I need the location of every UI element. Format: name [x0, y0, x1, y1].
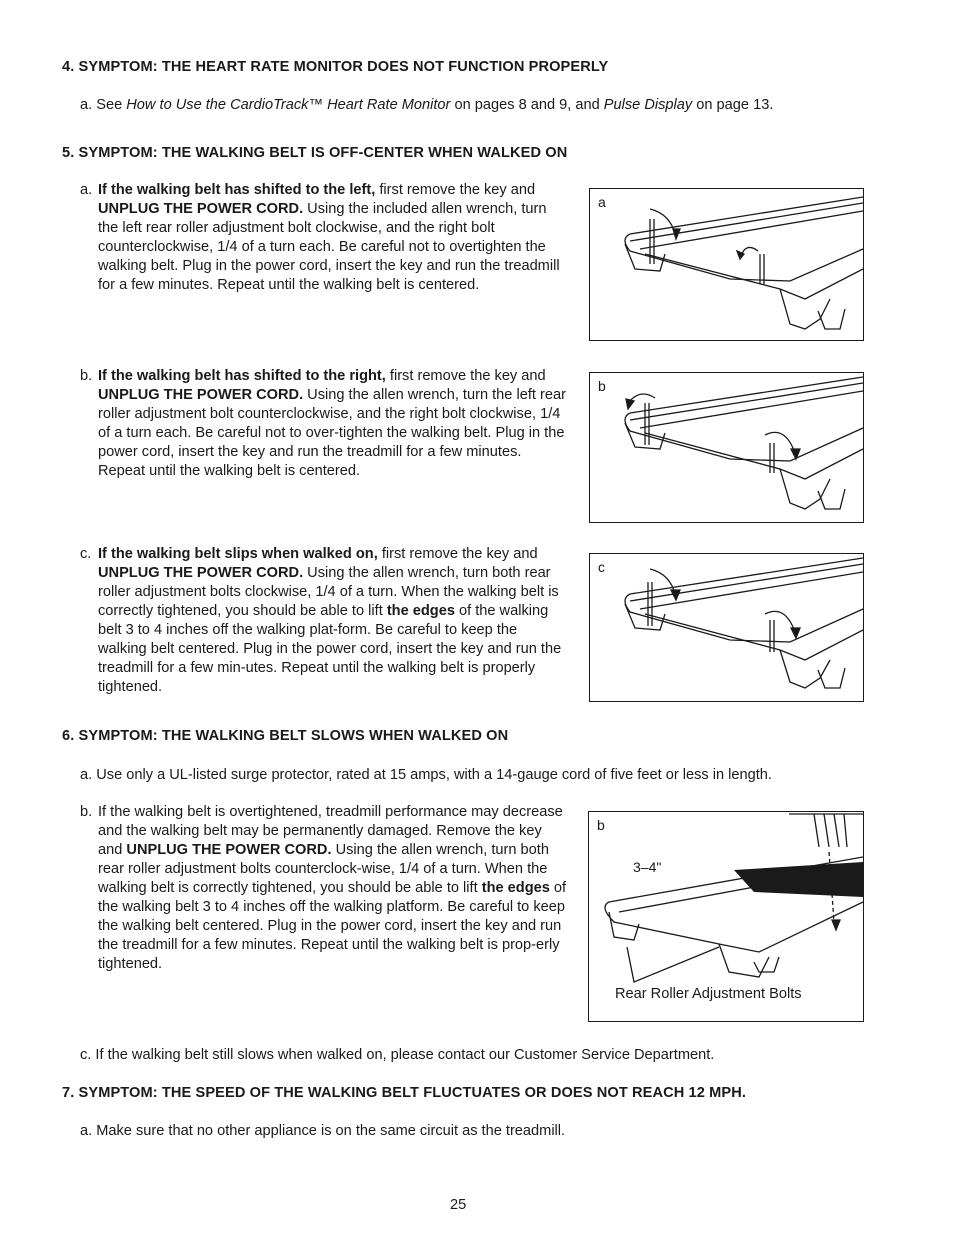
section-5-item-a: [98, 181, 568, 295]
section-7-item-a: [80, 1122, 900, 1141]
figure-a: [589, 188, 864, 341]
item-text: Using the allen wrench, turn both rear roller adjustment bolts clockwise, 1/4 of a turn. When the walking belt is correctly tightened, you should be able to lift: [98, 565, 559, 619]
item-text: See: [96, 97, 127, 113]
section-5-item-c: [98, 545, 568, 697]
page-number: 25: [450, 1197, 467, 1213]
item-label: a.: [80, 767, 93, 783]
section-6-item-a: [80, 766, 900, 785]
measure-label: 3–4": [633, 859, 662, 875]
section-5-heading: 5. SYMPTOM: THE WALKING BELT IS OFF-CENTER WHEN WALKED ON: [62, 145, 568, 161]
item-text: Use only a UL-listed surge protector, rated at 15 amps, with a 14-gauge cord of five feet or less in length.: [96, 767, 772, 783]
item-text: If the walking belt is overtightened, treadmill performance may decrease and the walking belt may be permanently damaged. Remove the key and: [98, 804, 563, 858]
figure-label: a: [598, 194, 606, 210]
item-label: b.: [80, 368, 93, 384]
item-bold: UNPLUG THE POWER CORD.: [98, 201, 304, 217]
figure-b: [589, 372, 864, 523]
item-label: a.: [80, 182, 93, 198]
item-text: on page 13.: [692, 97, 774, 113]
section-7-heading: 7. SYMPTOM: THE SPEED OF THE WALKING BELT FLUCTUATES OR DOES NOT REACH 12 MPH.: [62, 1085, 747, 1101]
item-bold: If the walking belt slips when walked on,: [98, 546, 378, 562]
treadmill-illustration: [590, 554, 863, 701]
section-5-item-b: [98, 367, 568, 481]
figure-label: b: [597, 817, 605, 833]
item-label: b.: [80, 804, 93, 820]
item-label: c.: [80, 546, 92, 562]
item-bold: UNPLUG THE POWER CORD.: [98, 565, 304, 581]
item-text: on pages 8 and 9, and: [450, 97, 604, 113]
item-bold: If the walking belt has shifted to the right,: [98, 368, 386, 384]
figure-label: c: [598, 559, 605, 575]
section-4-heading: 4. SYMPTOM: THE HEART RATE MONITOR DOES NOT FUNCTION PROPERLY: [62, 59, 609, 75]
item-text: Make sure that no other appliance is on the same circuit as the treadmill.: [96, 1123, 566, 1139]
treadmill-illustration: [590, 189, 863, 340]
treadmill-illustration: [590, 373, 863, 522]
section-6-heading: 6. SYMPTOM: THE WALKING BELT SLOWS WHEN WALKED ON: [62, 728, 509, 744]
item-text: first remove the key and: [385, 368, 546, 384]
item-bold: UNPLUG THE POWER CORD.: [126, 842, 332, 858]
item-text: Using the allen wrench, turn the left rear roller adjustment bolt counterclockwise, and the right bolt clockwise, 1/4 of a turn each. Be careful not to over-tighten the walking belt. Plug in the power cord, insert the key and run the treadmill for a few minutes. Repeat until the walking belt is centered.: [98, 387, 566, 479]
item-text: first remove the key and: [375, 182, 536, 198]
item-bold: If the walking belt has shifted to the left,: [98, 182, 376, 198]
item-bold: UNPLUG THE POWER CORD.: [98, 387, 304, 403]
figure-caption: Rear Roller Adjustment Bolts: [615, 986, 802, 1002]
item-label: c.: [80, 1047, 92, 1063]
item-text: of the walking belt 3 to 4 inches off the walking platform. Be careful to keep the walking belt centered. Plug in the power cord, insert the key and run the treadmill for a few minutes. Repeat until the walking belt is prop-erly tightened.: [98, 880, 567, 972]
item-text: of the walking belt 3 to 4 inches off the walking plat-form. Be careful to keep the walking belt centered. Plug in the power cord, insert the key and run the treadmill for a few min-utes. Repeat until the walking belt is properly tightened.: [98, 603, 562, 695]
item-text: first remove the key and: [377, 546, 538, 562]
section-6-item-b: [98, 803, 568, 974]
item-text: If the walking belt still slows when walked on, please contact our Customer Service Department.: [95, 1047, 715, 1063]
item-bold: the edges: [481, 880, 550, 896]
figure-c: [589, 553, 864, 702]
figure-label: b: [598, 378, 606, 394]
item-italic: Pulse Display: [603, 97, 693, 113]
item-italic: How to Use the CardioTrack™ Heart Rate Monitor: [126, 97, 451, 113]
item-text: Using the allen wrench, turn both rear roller adjustment bolts counterclock-wise, 1/4 of a turn. When the walking belt is correctly tightened, you should be able to lift: [98, 842, 549, 896]
item-label: a.: [80, 97, 93, 113]
figure-6b: [588, 811, 864, 1022]
item-bold: the edges: [386, 603, 455, 619]
item-text: Using the included allen wrench, turn the left rear roller adjustment bolt clockwise, and the right bolt counterclockwise, 1/4 of a turn each. Be careful not to overtighten the walking belt. Plug in the power cord, insert the key and run the treadmill for a few minutes. Repeat until the walking belt is centered.: [98, 201, 560, 293]
item-label: a.: [80, 1123, 93, 1139]
section-6-item-c: [80, 1046, 900, 1065]
section-4-item-a: [80, 96, 880, 115]
